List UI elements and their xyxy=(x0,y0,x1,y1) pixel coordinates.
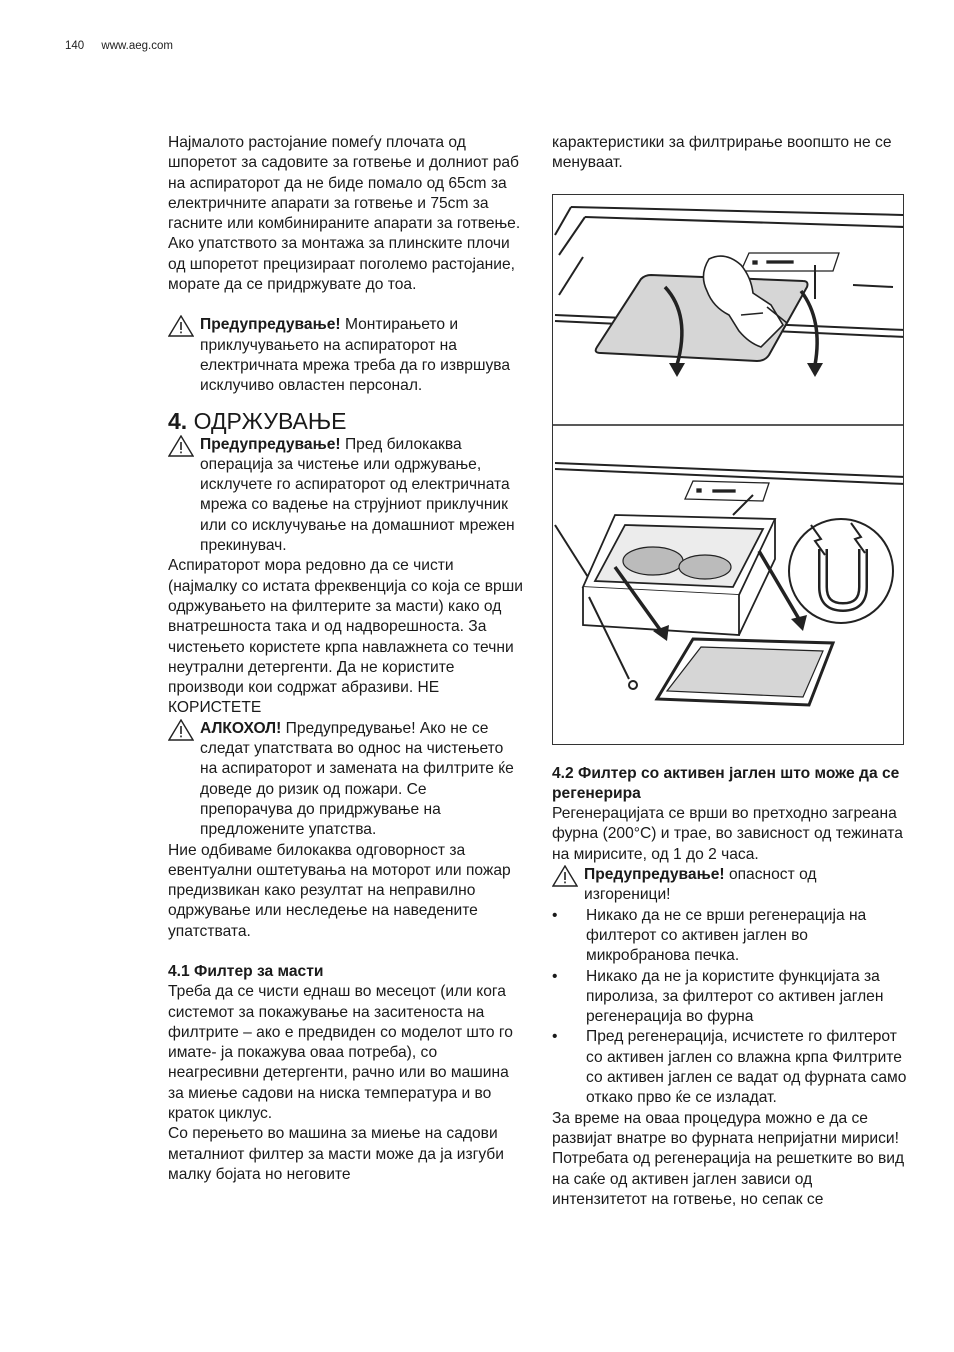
grease-filter-dishwasher-paragraph: Со перењето во машина за миење на садови металниот филтер за масти може да ја изгуби малку бојата но неговите xyxy=(168,1125,504,1183)
control-strip-icon xyxy=(685,481,769,501)
warning-icon xyxy=(552,865,578,887)
page-header xyxy=(65,40,187,52)
warning-label: АЛКОХОЛ! xyxy=(200,719,282,737)
charcoal-filter-panel xyxy=(657,639,833,705)
section-title: ОДРЖУВАЊЕ xyxy=(187,407,347,434)
arrow-head-icon xyxy=(669,363,823,377)
subsection-title-charcoal-filter: 4.2 Филтер со активен јаглен што може да се регенерира xyxy=(552,764,900,802)
warning-icon xyxy=(168,315,194,337)
warning-text: Монтирањето и приклучувањето на аспираторот на електричната мрежа треба да го извршува исклучиво овластен персонал. xyxy=(200,316,511,395)
warning-installation xyxy=(168,315,523,396)
warning-text: опасност од изгореници! xyxy=(584,866,817,904)
list-item: • Никако да не ја користите функцијата за пиролиза, за филтерот со активен јаглен регенерација во фурна xyxy=(552,967,907,1028)
warning-disconnect xyxy=(168,435,523,557)
list-item: • Пред регенерација, исчистете го филтерот со активен јаглен со влажна крпа Филтрите со активен јаглен се вадат од фурната само откако прво ќе се изладат. xyxy=(552,1027,907,1108)
section-heading xyxy=(168,407,523,435)
regeneration-bullet-list xyxy=(552,906,907,1109)
warning-burns xyxy=(552,865,907,906)
warning-label: Предупредување! xyxy=(584,866,725,884)
liability-paragraph: Ние одбиваме билокаква одговорност за евентуални оштетувања на моторот или пожар предизвикан како резултат на неправилно одржување или неследење на наведените упатствата. xyxy=(168,841,511,940)
subsection-title-grease-filter: 4.1 Филтер за масти xyxy=(168,962,324,980)
list-item: • Никако да не се врши регенерација на филтерот со активен јаглен во микробранова печка. xyxy=(552,906,907,967)
hood-illustration xyxy=(553,195,904,745)
closing-paragraph: За време на оваа процедура можно е да се развијат внатре во фурната непријатни мириси! Потребата од регенерација на решетките во вид на саќе од активен јаглен зависи од интензитетот на готвење, но сепак се xyxy=(552,1109,905,1208)
filter-removal-illustration xyxy=(552,194,904,745)
warning-icon xyxy=(168,435,194,457)
warning-alcohol xyxy=(168,719,523,841)
magnet-detail-icon xyxy=(789,519,893,623)
section-number: 4. xyxy=(168,407,188,434)
page-number: 140 xyxy=(65,40,85,52)
grease-filter-paragraph: Треба да се чисти еднаш во месецот (или кога системот за покажување на заситеноста на филтрите – ако е предвиден со моделот што го имате- ја покажува оваа потреба), со неагресивни детергенти, рачно или во машина за миење садови на ниска температура и во краток циклус. xyxy=(168,983,513,1123)
left-column xyxy=(168,133,523,1185)
control-strip-icon xyxy=(741,253,839,271)
warning-label: Предупредување! xyxy=(200,316,341,334)
warning-icon xyxy=(168,719,194,741)
motor-housing xyxy=(583,515,775,635)
regeneration-paragraph: Регенерацијата се врши во претходно загреана фурна (200°C) и трае, во зависност од тежината на мирисите, од 1 до 2 часа. xyxy=(552,805,903,863)
warning-text: Предупредување! Ако не се следат упатствата во однос на чистењето на аспираторот и замената на филтрите ќе доведе до ризик од пожари. Се препорачува до придржување на предложените упатства. xyxy=(200,719,514,839)
warning-text: Пред билокаква операција за чистење или одржување, исклучете го аспираторот од електричната мрежа со вадење на струјниот приклучник или со исклучување на домашниот мрежен прекинувач. xyxy=(200,435,515,555)
maintenance-paragraph: Аспираторот мора редовно да се чисти (најмалку со истата фреквенција со која се врши одржувањето на филтерите за масти) како од внатрешноста така и од надворешноста. За чистењето користете крпа навлажнета со течни неутрални детергенти. Да не користите производи кои содржат абразиви. НЕ КОРИСТЕТЕ xyxy=(168,557,523,717)
continuation-paragraph: карактеристики за филтрирање воопшто не се менуваат. xyxy=(552,134,892,172)
warning-label: Предупредување! xyxy=(200,435,341,453)
intro-paragraph: Најмалото растојание помеѓу плочата од шпоретот за садовите за готвење и долниот раб на аспираторот да не биде помало од 65cm за електричните апарати за готвење и 75cm за гасните или комбинираните апарати за готвење. Ако упатството за монтажа за плинските плочи од шпоретот прецизираат поголемо растојание, морате да се придржувате до тоа. xyxy=(168,134,521,294)
site-url: www.aeg.com xyxy=(101,40,173,52)
